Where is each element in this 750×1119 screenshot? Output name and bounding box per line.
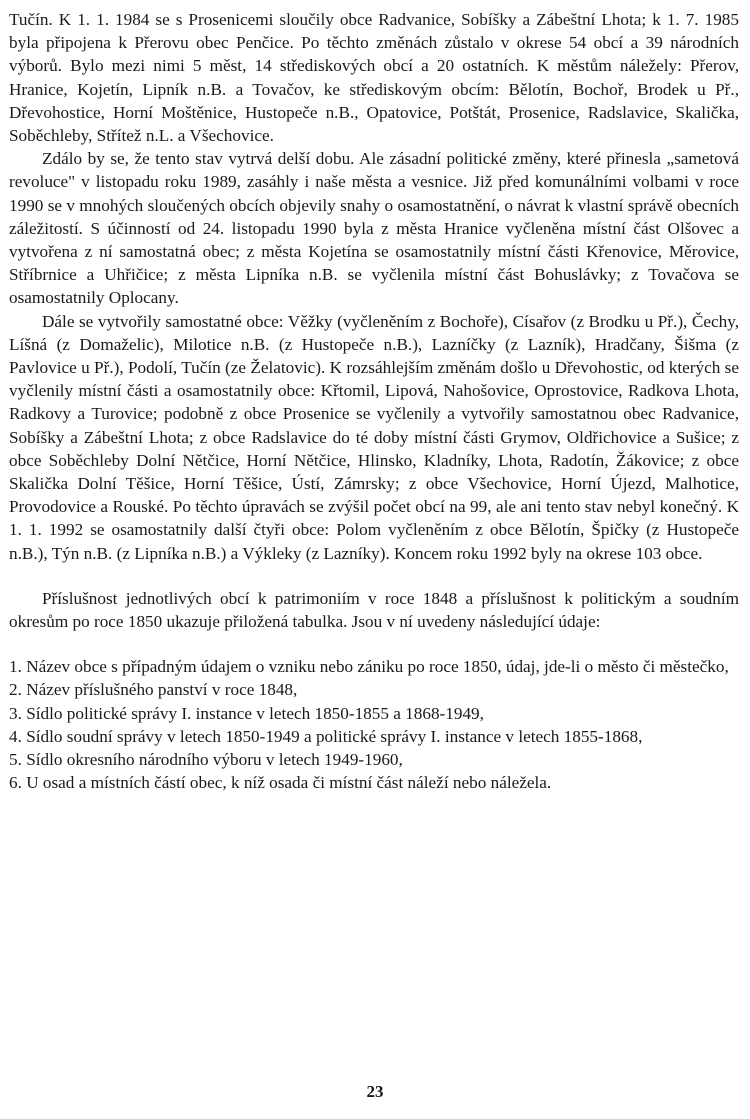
list-item: 5. Sídlo okresního národního výboru v letech 1949-1960, <box>9 750 403 770</box>
list-item: 6. U osad a místních částí obec, k níž osada či místní část náleží nebo náležela. <box>9 773 552 793</box>
spacer <box>9 633 739 655</box>
list-item: 4. Sídlo soudní správy v letech 1850-1949 a politické správy I. instance v letech 1855-1868, <box>9 726 643 746</box>
page-number: 23 <box>366 1082 384 1101</box>
paragraph-table-intro: Příslušnost jednotlivých obcí k patrimoniím v roce 1848 a příslušnost k politickým a soudním okresům po roce 1850 ukazuje přiložená tabulka. Jsou v ní uvedeny následující údaje: <box>9 588 739 632</box>
list-item: 1. Název obce s případným údajem o vzniku nebo zániku po roce 1850, údaj, jde-li o město či městečko, <box>9 657 729 677</box>
list-item: 3. Sídlo politické správy I. instance v letech 1850-1855 a 1868-1949, <box>9 703 484 723</box>
paragraph-municipal-mergers: Tučín. K 1. 1. 1984 se s Prosenicemi sloučily obce Radvanice, Sobíšky a Zábeštní Lhota; k 1. 7. 1985 byla připojena k Přerovu obec Penčice. Po těchto změnách zůstalo v okrese 54 obcí a 39 národních výborů. Bylo mezi nimi 5 měst, 14 střediskových obcí a 20 ostatních. K městům náležely: Přerov, Hranice, Kojetín, Lipník n.B. a Tovačov, ke střediskovým obcím: Bělotín, Bochoř, Brodek u Př., Dřevohostice, Horní Moštěnice, Hustopeče n.B., Opatovice, Potštát, Prosenice, Radslavice, Skalička, Soběchleby, Střítež n.L. a Všechovice. <box>9 10 739 146</box>
document-page <box>9 8 739 795</box>
paragraph-velvet-revolution: Zdálo by se, že tento stav vytrvá delší dobu. Ale zásadní politické změny, které přinesla „sametová revoluce" v listopadu roku 1989, zasáhly i naše města a vesnice. Již před komunálními volbami v roce 1990 se v mnohých sloučených obcích objevily snahy o osamostatnění, o návrat k vlastní správě obecních záležitostí. S účinností od 24. listopadu 1990 byla z města Hranice vyčleněna místní část Olšovec a vytvořena z ní samostatná obec; z města Kojetína se osamostatnily místní části Křenovice, Měrovice, Stříbrnice a Uhřičice; z města Lipníka n.B. se vyčlenila místní část Bohuslávky; z Tovačova se osamostatnily Oplocany. <box>9 149 739 308</box>
spacer <box>9 565 739 587</box>
list-item: 2. Název příslušného panství v roce 1848, <box>9 680 298 700</box>
data-fields-list <box>9 655 739 794</box>
paragraph-new-municipalities: Dále se vytvořily samostatné obce: Věžky (vyčleněním z Bochoře), Císařov (z Brodku u Př.), Čechy, Líšná (z Domaželic), Milotice n.B. (z Hustopeče n.B.), Lazníčky (z Lazník), Hradčany, Šišma (z Pavlovice u Př.), Podolí, Tučín (ze Želatovic). K rozsáhlejším změnám došlo u Dřevohostic, od kterých se vyčlenily místní části a osamostatnily obce: Křtomil, Lipová, Nahošovice, Oprostovice, Radkova Lhota, Radkovy a Turovice; podobně z obce Prosenice se vyčlenily a vytvořily samostatnou obec Radvanice, Sobíšky a Zábeštní Lhota; z obce Radslavice do té doby místní části Grymov, Oldřichovice a Sušice; z obce Soběchleby Dolní Nětčice, Horní Nětčice, Hlinsko, Kladníky, Lhota, Radotín, Žákovice; z obce Skalička Dolní Těšice, Horní Těšice, Ústí, Zámrsky; z obce Všechovice, Horní Újezd, Malhotice, Provodovice a Rouské. Po těchto úpravách se zvýšil počet obcí na 99, ale ani tento stav nebyl konečný. K 1. 1. 1992 se osamostatnily další čtyři obce: Polom vyčleněním z obce Bělotín, Špičky (z Hustopeče n.B.), Týn n.B. (z Lipníka n.B.) a Výkleky (z Lazníky). Koncem roku 1992 byly na okrese 103 obce. <box>9 311 739 563</box>
